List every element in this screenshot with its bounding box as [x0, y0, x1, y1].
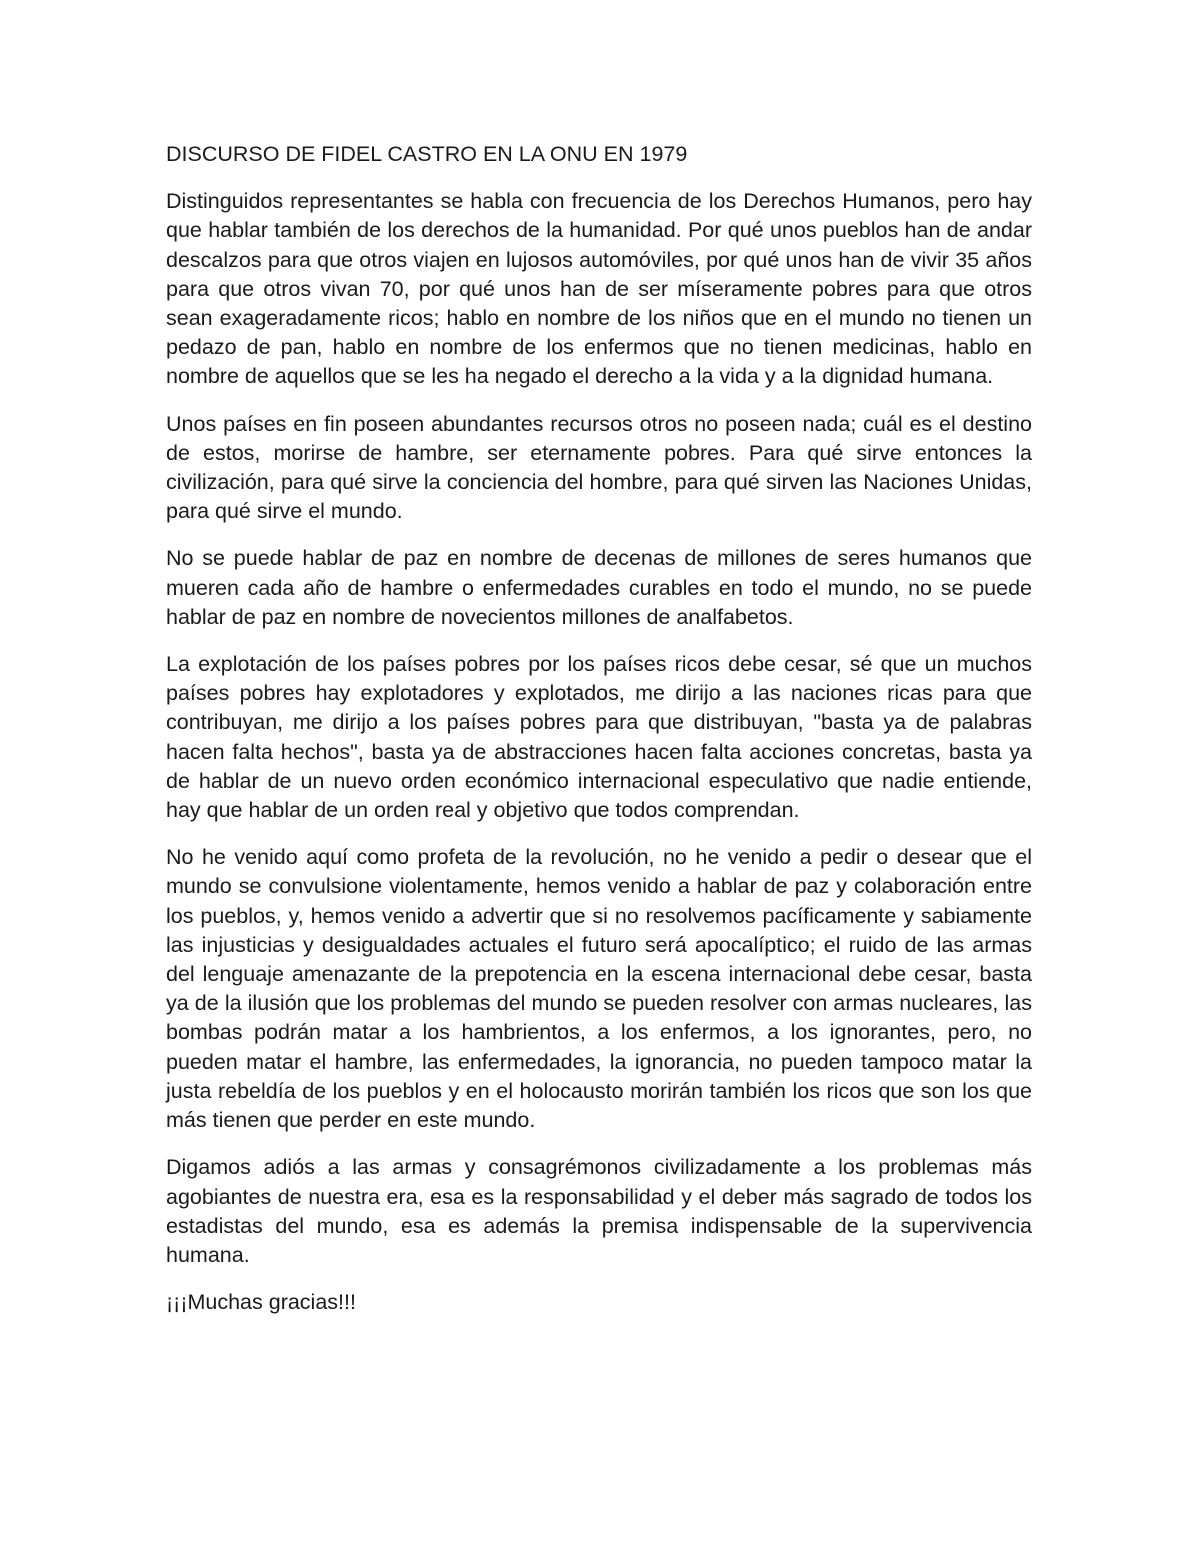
paragraph-2: Unos países en fin poseen abundantes recursos otros no poseen nada; cuál es el destino de estos, morirse de hambre, ser eternamente pobres. Para qué sirve entonces la civilización, para qué sirve la conciencia del hombre, para qué sirven las Naciones Unidas, para qué sirve el mundo.	[166, 411, 1032, 524]
paragraph-1: Distinguidos representantes se habla con frecuencia de los Derechos Humanos, pero hay que hablar también de los derechos de la humanidad. Por qué unos pueblos han de andar descalzos para que otros viajen en lujosos automóviles, por qué unos han de vivir 35 años para que otros vivan 70, por qué unos han de ser míseramente pobres para que otros sean exageradamente ricos; hablo en nombre de los niños que en el mundo no tienen un pedazo de pan, hablo en nombre de los enfermos que no tienen medicinas, hablo en nombre de aquellos que se les ha negado el derecho a la vida y a la dignidad humana.	[166, 189, 1032, 389]
document-title: DISCURSO DE FIDEL CASTRO EN LA ONU EN 1979	[166, 142, 688, 166]
paragraph-4: La explotación de los países pobres por los países ricos debe cesar, sé que un muchos países pobres hay explotadores y explotados, me dirijo a las naciones ricas para que contribuyan, me dirijo a los países pobres para que distribuyan, "basta ya de palabras hacen falta hechos", basta ya de abstracciones hacen falta acciones concretas, basta ya de hablar de un nuevo orden económico internacional especulativo que nadie entiende, hay que hablar de un orden real y objetivo que todos comprendan.	[166, 652, 1032, 823]
closing-line: ¡¡¡Muchas gracias!!!	[166, 1290, 356, 1315]
paragraph-6: Digamos adiós a las armas y consagrémonos civilizadamente a los problemas más agobiantes de nuestra era, esa es la responsabilidad y el deber más sagrado de todos los estadistas del mundo, esa es además la premisa indispensable de la supervivencia humana.	[166, 1155, 1032, 1267]
paragraph-5: No he venido aquí como profeta de la revolución, no he venido a pedir o desear que el mundo se convulsione violentamente, hemos venido a hablar de paz y colaboración entre los pueblos, y, hemos venido a advertir que si no resolvemos pacíficamente y sabiamente las injusticias y desigualdades actuales el futuro será apocalíptico; el ruido de las armas del lenguaje amenazante de la prepotencia en la escena internacional debe cesar, basta ya de la ilusión que los problemas del mundo se pueden resolver con armas nucleares, las bombas podrán matar a los hambrientos, a los enfermos, a los ignorantes, pero, no pueden matar el hambre, las enfermedades, la ignorancia, no pueden tampoco matar la justa rebeldía de los pueblos y en el holocausto morirán también los ricos que son los que más tienen que perder en este mundo.	[166, 845, 1032, 1133]
paragraph-3: No se puede hablar de paz en nombre de decenas de millones de seres humanos que mueren cada año de hambre o enfermedades curables en todo el mundo, no se puede hablar de paz en nombre de novecientos millones de analfabetos.	[166, 546, 1032, 629]
document-page	[166, 140, 1032, 1317]
